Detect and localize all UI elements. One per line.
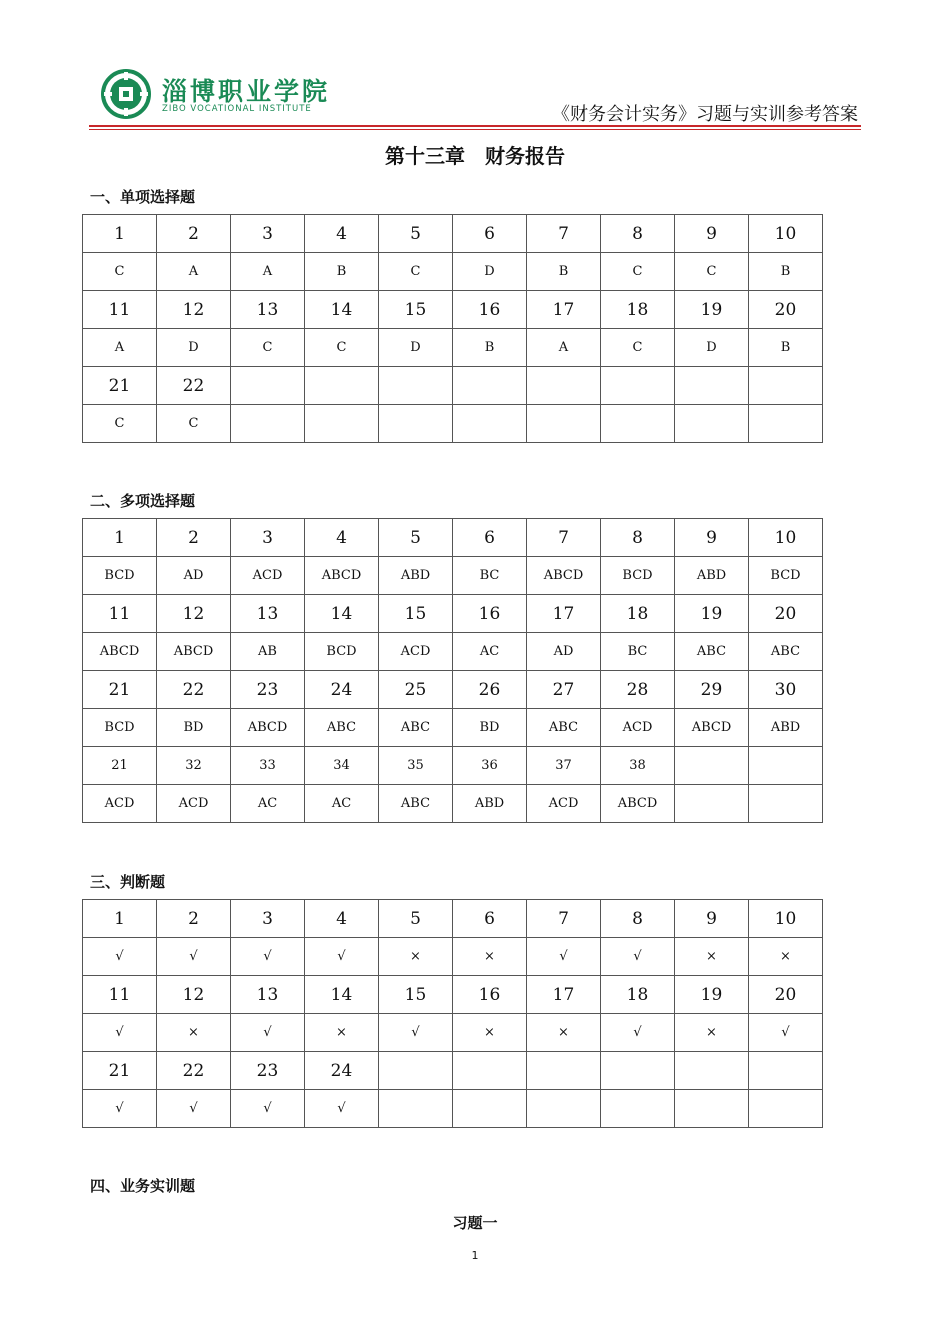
question-number-cell: 20 (749, 976, 823, 1014)
answer-cell: D (675, 329, 749, 367)
question-number-cell: 5 (379, 215, 453, 253)
question-number-cell: 18 (601, 291, 675, 329)
question-number-cell: 12 (157, 291, 231, 329)
answer-row (83, 329, 823, 367)
question-number-cell: 15 (379, 595, 453, 633)
answer-row (83, 938, 823, 976)
question-number-cell: 20 (749, 291, 823, 329)
question-number-cell (305, 367, 379, 405)
true-false-table (82, 899, 823, 1128)
answer-cell: × (379, 938, 453, 976)
question-number-cell: 26 (453, 671, 527, 709)
question-number-cell: 28 (601, 671, 675, 709)
answer-cell: C (601, 253, 675, 291)
question-number-cell: 6 (453, 519, 527, 557)
answer-row (83, 709, 823, 747)
answer-cell: ABCD (601, 785, 675, 823)
answer-cell (675, 785, 749, 823)
answer-cell: √ (527, 938, 601, 976)
question-number-cell: 18 (601, 976, 675, 1014)
answer-cell (749, 405, 823, 443)
question-number-cell: 2 (157, 519, 231, 557)
answer-cell: ACD (527, 785, 601, 823)
answer-row (83, 633, 823, 671)
answer-cell: A (83, 329, 157, 367)
answer-cell: ABCD (157, 633, 231, 671)
answer-cell (601, 405, 675, 443)
answer-cell (601, 1090, 675, 1128)
question-number-cell: 8 (601, 215, 675, 253)
question-number-cell (453, 1052, 527, 1090)
answer-row (83, 557, 823, 595)
answer-cell: √ (83, 938, 157, 976)
answer-cell: C (231, 329, 305, 367)
answer-cell: 21 (83, 747, 157, 785)
answer-cell: ACD (83, 785, 157, 823)
answer-cell: × (453, 938, 527, 976)
answer-cell: A (527, 329, 601, 367)
answer-cell: B (453, 329, 527, 367)
question-number-cell (749, 1052, 823, 1090)
answer-cell (305, 405, 379, 443)
answer-cell (749, 1090, 823, 1128)
answer-cell: ABC (379, 785, 453, 823)
question-number-cell: 17 (527, 595, 601, 633)
answer-row (83, 405, 823, 443)
answer-cell: ABC (305, 709, 379, 747)
answer-cell: A (231, 253, 305, 291)
answer-cell: × (305, 1014, 379, 1052)
emblem-icon (100, 68, 152, 120)
answer-cell: B (305, 253, 379, 291)
answer-cell: B (749, 329, 823, 367)
question-number-cell: 2 (157, 900, 231, 938)
question-number-cell: 23 (231, 671, 305, 709)
answer-cell: ABCD (231, 709, 305, 747)
answer-cell: BCD (83, 557, 157, 595)
question-number-cell: 25 (379, 671, 453, 709)
question-number-cell (601, 1052, 675, 1090)
question-number-cell (379, 1052, 453, 1090)
answer-cell: ABCD (675, 709, 749, 747)
question-number-row (83, 519, 823, 557)
question-number-row (83, 291, 823, 329)
answer-cell: √ (305, 1090, 379, 1128)
question-number-cell: 24 (305, 671, 379, 709)
question-number-cell: 27 (527, 671, 601, 709)
question-number-row (83, 671, 823, 709)
question-number-cell: 19 (675, 976, 749, 1014)
exercise-title: 习题一 (452, 1214, 498, 1232)
answer-cell: C (379, 253, 453, 291)
answer-cell (749, 785, 823, 823)
answer-cell: D (157, 329, 231, 367)
question-number-cell: 17 (527, 976, 601, 1014)
answer-cell: √ (231, 1014, 305, 1052)
question-number-row (83, 595, 823, 633)
single-choice-heading: 一、单项选择题 (90, 188, 196, 206)
question-number-cell: 30 (749, 671, 823, 709)
question-number-cell: 13 (231, 976, 305, 1014)
question-number-cell: 1 (83, 900, 157, 938)
answer-cell: AC (305, 785, 379, 823)
answer-cell: ABD (749, 709, 823, 747)
question-number-cell: 14 (305, 291, 379, 329)
question-number-cell: 16 (453, 595, 527, 633)
multi-choice-heading: 二、多项选择题 (90, 492, 196, 510)
answer-cell: C (83, 253, 157, 291)
question-number-cell: 11 (83, 976, 157, 1014)
question-number-cell: 20 (749, 595, 823, 633)
answer-cell (379, 1090, 453, 1128)
question-number-cell: 1 (83, 215, 157, 253)
question-number-cell (675, 367, 749, 405)
question-number-cell: 1 (83, 519, 157, 557)
answer-cell: × (157, 1014, 231, 1052)
answer-cell: B (527, 253, 601, 291)
question-number-cell: 3 (231, 519, 305, 557)
question-number-cell: 6 (453, 900, 527, 938)
question-number-cell: 14 (305, 976, 379, 1014)
answer-cell: C (675, 253, 749, 291)
answer-row (83, 785, 823, 823)
answer-cell: 38 (601, 747, 675, 785)
answer-cell: √ (231, 1090, 305, 1128)
question-number-cell: 19 (675, 595, 749, 633)
question-number-row (83, 367, 823, 405)
answer-cell: BCD (305, 633, 379, 671)
answer-cell: 33 (231, 747, 305, 785)
answer-cell: ACD (379, 633, 453, 671)
answer-cell (527, 1090, 601, 1128)
school-logo (96, 68, 331, 120)
question-number-row (83, 976, 823, 1014)
question-number-cell: 11 (83, 595, 157, 633)
answer-cell: AD (527, 633, 601, 671)
answer-cell: ACD (157, 785, 231, 823)
question-number-cell (527, 367, 601, 405)
answer-cell: B (749, 253, 823, 291)
question-number-row (83, 215, 823, 253)
question-number-cell: 16 (453, 976, 527, 1014)
answer-cell: AB (231, 633, 305, 671)
answer-row (83, 747, 823, 785)
answer-cell: ABCD (83, 633, 157, 671)
question-number-cell (379, 367, 453, 405)
answer-cell: × (749, 938, 823, 976)
question-number-cell: 14 (305, 595, 379, 633)
question-number-cell (231, 367, 305, 405)
question-number-cell: 7 (527, 215, 601, 253)
answer-cell: 35 (379, 747, 453, 785)
answer-cell (231, 405, 305, 443)
question-number-cell: 21 (83, 671, 157, 709)
answer-row (83, 1014, 823, 1052)
answer-cell: × (675, 938, 749, 976)
answer-cell: BCD (83, 709, 157, 747)
answer-cell: BC (601, 633, 675, 671)
answer-cell: BCD (749, 557, 823, 595)
question-number-cell: 7 (527, 519, 601, 557)
answer-cell: D (453, 253, 527, 291)
answer-cell: C (83, 405, 157, 443)
question-number-cell: 10 (749, 215, 823, 253)
answer-cell: AD (157, 557, 231, 595)
answer-cell: ACD (601, 709, 675, 747)
answer-cell: D (379, 329, 453, 367)
question-number-cell (453, 367, 527, 405)
question-number-cell: 16 (453, 291, 527, 329)
answer-cell: × (527, 1014, 601, 1052)
chapter-title: 第十三章 财务报告 (385, 144, 565, 168)
answer-cell: √ (231, 938, 305, 976)
answer-cell: ABCD (527, 557, 601, 595)
answer-cell: AC (453, 633, 527, 671)
multi-choice-table (82, 518, 823, 823)
question-number-cell: 8 (601, 900, 675, 938)
logo-english-name: ZIBO VOCATIONAL INSTITUTE (162, 104, 312, 114)
question-number-cell: 15 (379, 976, 453, 1014)
question-number-cell: 3 (231, 900, 305, 938)
answer-row (83, 1090, 823, 1128)
question-number-cell: 9 (675, 519, 749, 557)
answer-cell: 36 (453, 747, 527, 785)
question-number-cell: 6 (453, 215, 527, 253)
answer-cell (675, 405, 749, 443)
answer-cell: ABD (379, 557, 453, 595)
question-number-cell: 23 (231, 1052, 305, 1090)
answer-cell: √ (157, 938, 231, 976)
question-number-cell (601, 367, 675, 405)
single-choice-table (82, 214, 823, 443)
answer-cell: ABC (749, 633, 823, 671)
answer-cell: √ (601, 1014, 675, 1052)
book-title: 《财务会计实务》习题与实训参考答案 (552, 104, 858, 125)
answer-cell: BD (157, 709, 231, 747)
question-number-cell: 4 (305, 519, 379, 557)
question-number-cell: 29 (675, 671, 749, 709)
answer-cell: ABC (675, 633, 749, 671)
answer-cell (379, 405, 453, 443)
answer-cell (453, 1090, 527, 1128)
question-number-cell: 22 (157, 367, 231, 405)
answer-row (83, 253, 823, 291)
answer-cell: ACD (231, 557, 305, 595)
question-number-cell: 9 (675, 215, 749, 253)
answer-cell (453, 405, 527, 443)
answer-cell: 32 (157, 747, 231, 785)
answer-cell: ABC (527, 709, 601, 747)
answer-cell: √ (157, 1090, 231, 1128)
question-number-cell: 7 (527, 900, 601, 938)
question-number-cell: 19 (675, 291, 749, 329)
answer-cell: × (675, 1014, 749, 1052)
question-number-cell: 13 (231, 291, 305, 329)
answer-cell (527, 405, 601, 443)
question-number-row (83, 1052, 823, 1090)
question-number-cell: 4 (305, 215, 379, 253)
answer-cell: √ (305, 938, 379, 976)
question-number-cell: 15 (379, 291, 453, 329)
answer-cell: AC (231, 785, 305, 823)
answer-cell: √ (379, 1014, 453, 1052)
question-number-cell (527, 1052, 601, 1090)
answer-cell (749, 747, 823, 785)
answer-cell: 37 (527, 747, 601, 785)
question-number-cell: 10 (749, 900, 823, 938)
answer-cell: √ (601, 938, 675, 976)
question-number-cell: 21 (83, 1052, 157, 1090)
question-number-cell: 5 (379, 900, 453, 938)
question-number-row (83, 900, 823, 938)
answer-cell: √ (749, 1014, 823, 1052)
answer-cell: BD (453, 709, 527, 747)
answer-cell: ABD (453, 785, 527, 823)
question-number-cell: 24 (305, 1052, 379, 1090)
question-number-cell (749, 367, 823, 405)
question-number-cell: 9 (675, 900, 749, 938)
answer-cell: A (157, 253, 231, 291)
answer-cell: ABD (675, 557, 749, 595)
question-number-cell: 12 (157, 595, 231, 633)
answer-cell (675, 1090, 749, 1128)
question-number-cell: 22 (157, 1052, 231, 1090)
header-rule-thin (89, 129, 861, 130)
page-number: 1 (471, 1249, 479, 1262)
answer-cell: C (157, 405, 231, 443)
question-number-cell: 12 (157, 976, 231, 1014)
answer-cell: ABCD (305, 557, 379, 595)
question-number-cell: 22 (157, 671, 231, 709)
answer-cell: BCD (601, 557, 675, 595)
answer-cell: ABC (379, 709, 453, 747)
question-number-cell: 8 (601, 519, 675, 557)
answer-cell: √ (83, 1014, 157, 1052)
question-number-cell: 2 (157, 215, 231, 253)
question-number-cell: 13 (231, 595, 305, 633)
question-number-cell: 11 (83, 291, 157, 329)
answer-cell: BC (453, 557, 527, 595)
answer-cell: C (601, 329, 675, 367)
logo-chinese-name: 淄博职业学院 (162, 77, 331, 106)
true-false-heading: 三、判断题 (90, 873, 166, 891)
answer-cell: C (305, 329, 379, 367)
question-number-cell: 4 (305, 900, 379, 938)
question-number-cell: 5 (379, 519, 453, 557)
question-number-cell: 10 (749, 519, 823, 557)
answer-cell: √ (83, 1090, 157, 1128)
practice-heading: 四、业务实训题 (90, 1177, 196, 1195)
answer-cell: × (453, 1014, 527, 1052)
answer-cell: 34 (305, 747, 379, 785)
question-number-cell: 21 (83, 367, 157, 405)
question-number-cell: 3 (231, 215, 305, 253)
question-number-cell: 17 (527, 291, 601, 329)
question-number-cell: 18 (601, 595, 675, 633)
answer-cell (675, 747, 749, 785)
header-rule-thick (89, 125, 861, 127)
question-number-cell (675, 1052, 749, 1090)
